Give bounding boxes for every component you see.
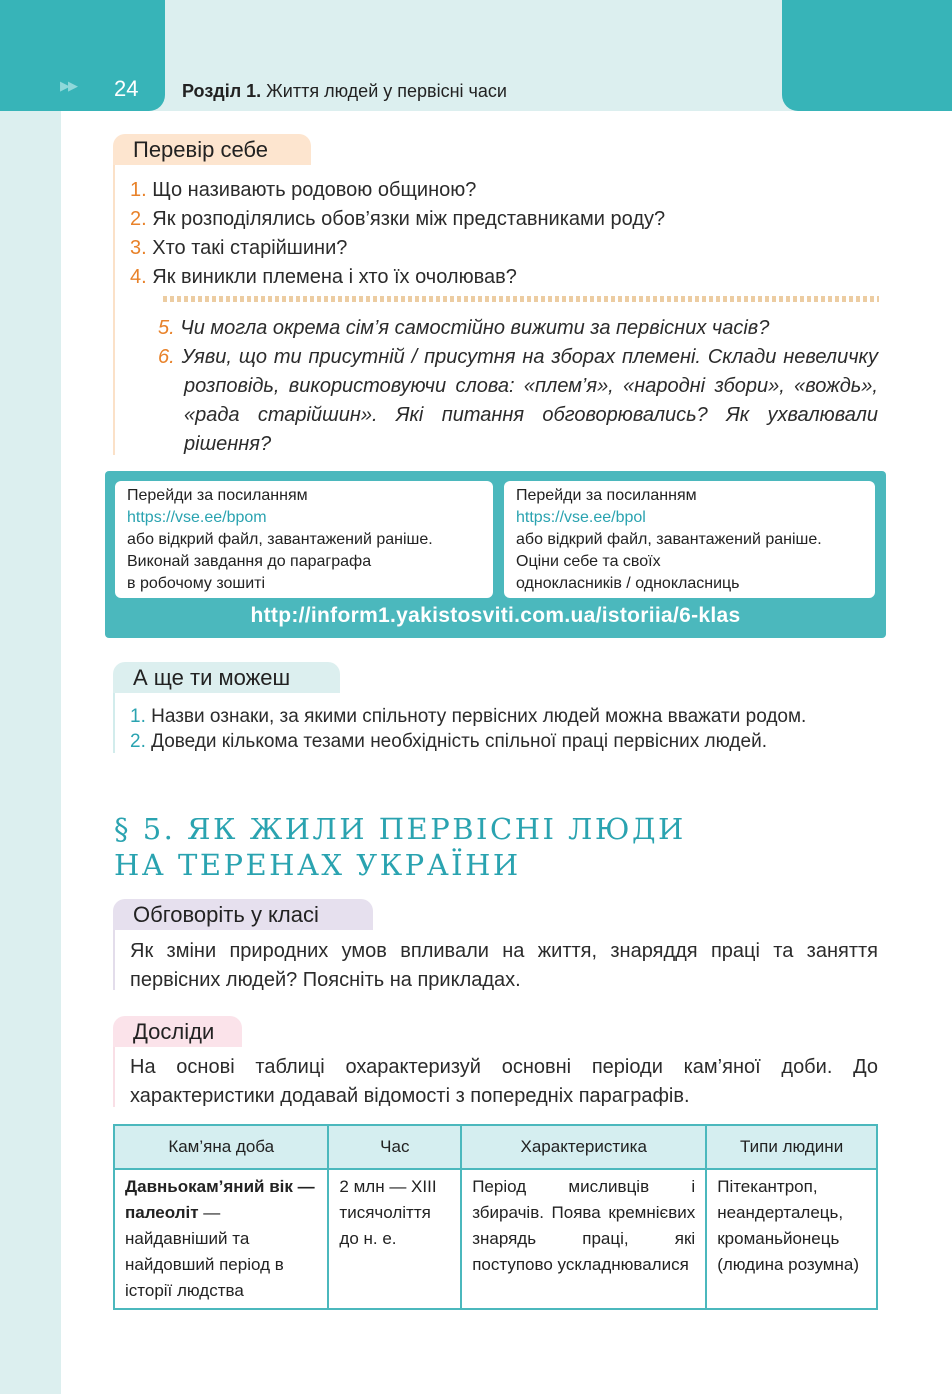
left-margin-strip [0,0,61,1394]
discuss-title: Обговоріть у класі [113,899,373,930]
chapter-title: Життя людей у первісні часи [266,81,507,101]
table-header: Характеристика [461,1125,706,1169]
check-yourself-rule [113,165,115,455]
discuss-rule [113,930,115,990]
page-number: 24 [114,76,139,101]
table-cell-time: 2 млн — XIII тисячоліття до н. е. [328,1169,461,1309]
question-item: 4. Як виникли племена і хто їх очолював? [130,266,517,288]
stone-age-table [113,1124,878,1310]
table-cell-human-types: Пітекантроп, неандерталець, кроманьйонець (людина розумна) [706,1169,877,1309]
link-card-left: Перейди за посиланням https://vse.ee/bpom або відкрий файл, завантажений раніше. Виконай завдання до параграфа в робочому зошиті [115,481,493,598]
wavy-divider [163,296,879,302]
research-text: На основі таблиці охарактеризуй основні періоди кам’яної доби. До характеристики додавай відомості з попередніх параграфів. [130,1056,878,1107]
extra-questions [158,314,878,459]
check-questions [130,176,665,292]
table-row [114,1169,877,1309]
research-rule [113,1047,115,1107]
header-tab-left [0,0,165,111]
can-more-list [130,704,806,754]
list-item: 1. Назви ознаки, за якими спільноту первісних людей можна вважати родом. [130,706,807,727]
table-cell-era: Давньокам’яний вік — палеоліт — найдавніший та найдовший період в історії людства [114,1169,328,1309]
question-item: 5. Чи могла окрема сім’я самостійно вижити за первісних часів? [158,317,770,339]
link-card-right: Перейди за посиланням https://vse.ee/bpol або відкрий файл, завантажений раніше. Оціни себе та своїх однокласників / однокласниць [504,481,875,598]
list-item: 2. Доведи кількома тезами необхідність спільної праці первісних людей. [130,731,767,752]
table-header: Час [328,1125,461,1169]
running-head [182,81,507,102]
table-header-row [114,1125,877,1169]
table-cell-description: Період мисливців і збирачів. Поява кремнієвих знарядь праці, які поступово ускладнювалися [461,1169,706,1309]
link-url-bpom[interactable]: https://vse.ee/bpom [127,509,267,526]
question-item: 1. Що називають родовою общиною? [130,179,477,201]
section-heading: § 5. ЯК ЖИЛИ ПЕРВІСНІ ЛЮДИ НА ТЕРЕНАХ УКРАЇНИ [114,812,686,882]
research-title: Досліди [113,1016,242,1047]
chapter-number: Розділ 1. [182,81,262,101]
question-item: 3. Хто такі старійшини? [130,237,348,259]
discuss-text: Як зміни природних умов впливали на життя, знаряддя праці та заняття первісних людей? Поясніть на прикладах. [130,940,878,991]
double-arrow-icon: ▶▶ [60,79,76,94]
table-header: Кам’яна доба [114,1125,328,1169]
resource-url[interactable]: http://inform1.yakistosviti.com.ua/istoriia/6-klas [250,604,741,627]
can-more-title: А ще ти можеш [113,662,340,693]
table-header: Типи людини [706,1125,877,1169]
header-tab-right [782,0,952,111]
online-links-box [105,471,886,638]
link-url-bpol[interactable]: https://vse.ee/bpol [516,509,646,526]
check-yourself-title: Перевір себе [113,134,311,165]
question-item: 2. Як розподілялись обов’язки між представниками роду? [130,208,666,230]
can-more-rule [113,693,115,753]
question-item: 6. Уяви, що ти присутній / присутня на зборах племені. Склади невеличку розповідь, використовуючи слова: «плем’я», «народні збори», «вождь», «рада старійшин». Які питання обговорювались? Як ухвалювали рішення? [158,346,878,455]
